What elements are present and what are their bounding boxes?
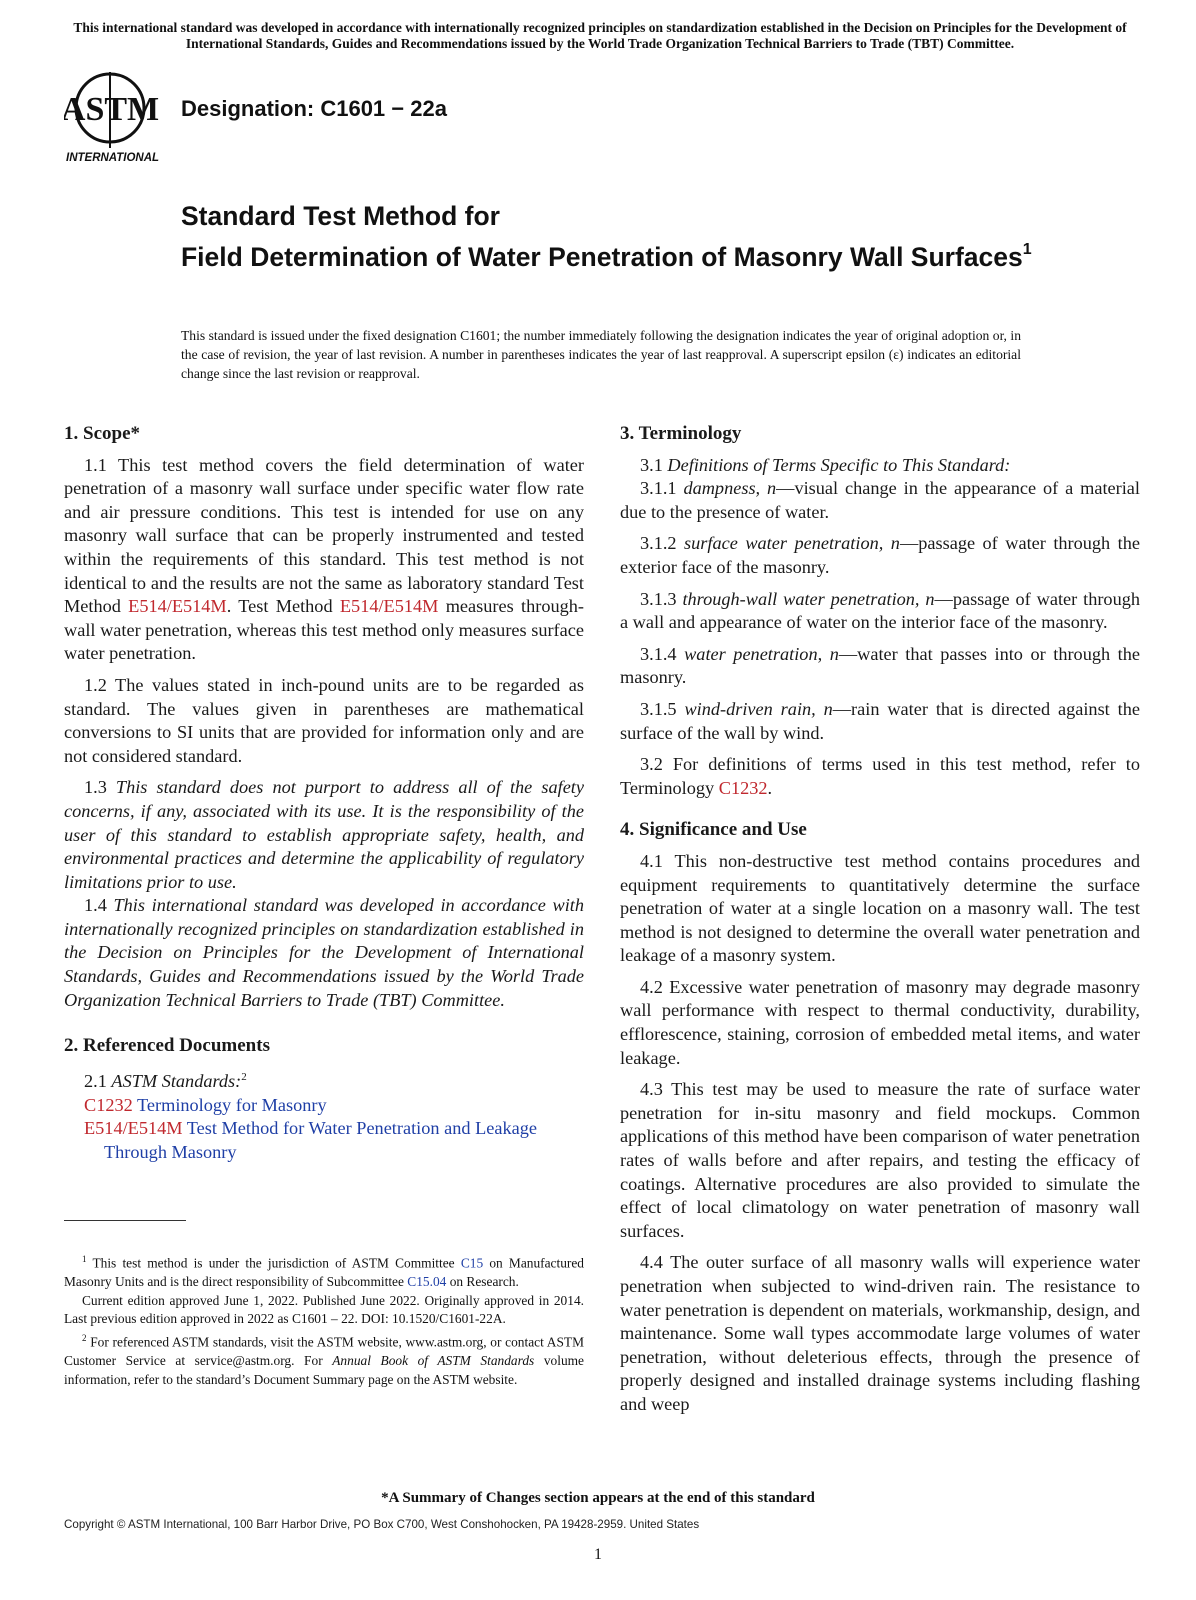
para-1-3-text: This standard does not purport to address all of the safety concerns, if any, associated with its use. It is the responsibility of the user of this standard to establish appropriate safety, health, and environmental practices and determine the applicability of regulatory limitations prior to use. — [64, 777, 584, 892]
footnote-2-italic: Annual Book of ASTM Standards — [332, 1352, 535, 1368]
term-3-1-4 — [620, 643, 1140, 690]
title-main: Field Determination of Water Penetration of Masonry Wall Surfaces — [181, 242, 1023, 272]
term-3-1-1-term: dampness, n — [683, 478, 777, 499]
term-3-1-1 — [620, 477, 1140, 524]
footnote-2-mark: 2 — [82, 1332, 87, 1343]
footnote-1-text-a: This test method is under the jurisdiction of ASTM Committee — [92, 1255, 461, 1271]
astm-logo — [64, 70, 168, 166]
para-3-1-text: Definitions of Terms Specific to This Standard: — [667, 454, 1011, 475]
page-number: 1 — [594, 1546, 602, 1563]
para-3-2 — [620, 753, 1140, 800]
para-4-3: 4.3 This test may be used to measure the rate of surface water penetration for in-situ masonry and field mockups. Common applications of this method have been comparison of water penetration rates of walls before and after repairs, and testing the efficacy of coatings. Alternative procedures are also provided to simulate the effect of local climatology on water penetration of masonry wall surfaces. — [620, 1079, 1140, 1241]
term-3-1-3-num: 3.1.3 — [640, 588, 683, 609]
link-c1232[interactable]: C1232 — [718, 777, 768, 798]
para-4-1: 4.1 This non-destructive test method contains procedures and equipment requirements to quantitatively determine the surface penetration of water at a single location on a masonry wall. The test method is not designed to determine the overall water penetration and leakage of a masonry system. — [620, 850, 1140, 966]
term-3-1-2-def: —passage of water through the exterior face of the masonry. — [620, 533, 1140, 577]
para-3-1-num: 3.1 — [640, 454, 668, 475]
para-1-3 — [64, 776, 584, 894]
ref-c1232-title[interactable]: Terminology for Masonry — [132, 1094, 327, 1115]
para-1-1 — [64, 454, 584, 666]
section-1-heading: 1. Scope* — [64, 423, 140, 444]
para-2-1-text: ASTM Standards: — [111, 1070, 242, 1091]
footnote-1-text-b: on Manufactured Masonry Units and is the direct responsibility of Subcommittee — [64, 1255, 585, 1290]
document-title — [181, 200, 1041, 274]
astm-logo-icon — [64, 70, 168, 166]
term-3-1-3 — [620, 588, 1140, 635]
footnote-divider — [64, 1220, 186, 1221]
para-1-2: 1.2 The values stated in inch-pound units are to be regarded as standard. The values given in parentheses are mathematical conversions to SI units that are provided for information only and are not considered standard. — [64, 674, 584, 766]
footnote-1-mark: 1 — [82, 1254, 87, 1264]
para-1-3-num: 1.3 — [84, 777, 116, 798]
ref-c1232-code[interactable]: C1232 — [84, 1094, 133, 1115]
ref-c1232[interactable] — [64, 1094, 584, 1118]
term-3-1-4-def: —water that passes into or through the masonry. — [620, 643, 1140, 688]
term-3-1-1-num: 3.1.1 — [640, 478, 684, 499]
para-4-2: 4.2 Excessive water penetration of masonry may degrade masonry wall performance with respect to thermal conductivity, durability, efflorescence, staining, corrosion of embedded metal items, and water leakage. — [620, 976, 1140, 1068]
para-4-4: 4.4 The outer surface of all masonry walls will experience water penetration when subjected to wind-driven rain. The resistance to water penetration is dependent on materials, workmanship, design, and maintenance. Some wall types accommodate large volumes of water penetration, without deleterious effects, through the presence of properly designed and installed drainage systems including flashing and weep — [620, 1252, 1140, 1414]
para-3-1 — [620, 454, 1140, 478]
link-c15[interactable]: C15 — [460, 1255, 484, 1271]
para-3-2-text-a: 3.2 For definitions of terms used in this test method, refer to Terminology — [620, 754, 1140, 798]
para-1-4-num: 1.4 — [84, 895, 114, 916]
footnote-1-edition: Current edition approved June 1, 2022. Published June 2022. Originally approved in 2014. Last previous edition approved in 2022 as C1601 – 22. DOI: 10.1520/C1601-22A. — [64, 1292, 584, 1327]
term-3-1-2-term: surface water penetration, n — [684, 533, 900, 554]
section-3-heading: 3. Terminology — [620, 423, 742, 444]
term-3-1-5-term: wind-driven rain, n — [684, 698, 833, 719]
term-3-1-3-term: through-wall water penetration, n — [682, 588, 935, 609]
issued-note: This standard is issued under the fixed designation C1601; the number immediately following the designation indicates the year of original adoption or, in the case of revision, the year of last revision. A number in parentheses indicates the year of last reapproval. A superscript epsilon (ε) indicates an editorial change since the last revision or reapproval. — [181, 328, 1021, 381]
logo-international-text: INTERNATIONAL — [66, 152, 160, 164]
para-1-1-text-c: measures through-wall water penetration, whereas this test method only measures surface water penetration. — [64, 596, 584, 664]
right-column — [620, 422, 1140, 1425]
wto-notice: This international standard was developed in accordance with internationally recognized principles on standardization established in the Decision on Principles for the Development of International Standards, Guides and Recommendations issued by the World Trade Organization Technical Barriers to Trade (TBT) Committee. — [73, 20, 1127, 51]
designation: Designation: C1601 − 22a — [181, 96, 447, 121]
para-2-1 — [64, 1066, 584, 1094]
term-3-1-5 — [620, 698, 1140, 745]
title-footnote-mark: 1 — [1022, 241, 1032, 258]
para-1-4-text: This international standard was developed in accordance with internationally recognized principles on standardization established in the Decision on Principles for the Development of International Standards, Guides and Recommendations issued by the World Trade Organization Technical Barriers to Trade (TBT) Committee. — [64, 895, 585, 1010]
title-line-2 — [181, 233, 1041, 274]
summary-of-changes-note: *A Summary of Changes section appears at the end of this standard — [381, 1490, 815, 1506]
link-c15-04[interactable]: C15.04 — [407, 1274, 447, 1290]
term-3-1-5-num: 3.1.5 — [640, 698, 685, 719]
para-1-4 — [64, 894, 584, 1012]
term-3-1-4-num: 3.1.4 — [640, 643, 685, 664]
left-column — [64, 422, 584, 1164]
link-e514-2[interactable]: E514/E514M — [339, 596, 439, 617]
footnote-2 — [64, 1329, 584, 1389]
para-1-1-text-b: . Test Method — [226, 596, 340, 617]
footnote-2-text-b: volume information, refer to the standard’s Document Summary page on the ASTM website. — [64, 1352, 584, 1387]
footnote-1 — [64, 1250, 584, 1292]
term-3-1-1-def: —visual change in the appearance of a material due to the presence of water. — [620, 478, 1141, 522]
footnote-2-text-a: For referenced ASTM standards, visit the ASTM website, www.astm.org, or contact ASTM Customer Service at service@astm.org. For — [64, 1334, 584, 1368]
term-3-1-2-num: 3.1.2 — [640, 533, 685, 554]
term-3-1-4-term: water penetration, n — [684, 643, 839, 664]
term-3-1-5-def: —rain water that is directed against the surface of the wall by wind. — [620, 698, 1140, 743]
ref-e514-code[interactable]: E514/E514M — [84, 1118, 183, 1139]
title-line-1: Standard Test Method for — [181, 201, 500, 231]
copyright: Copyright © ASTM International, 100 Barr Harbor Drive, PO Box C700, West Conshohocken, PA 19428-2959. United States — [64, 1518, 700, 1531]
section-4-heading: 4. Significance and Use — [620, 819, 807, 841]
logo-mark-text: ASTM — [64, 91, 160, 128]
para-2-1-num: 2.1 — [84, 1070, 112, 1091]
para-3-2-text-b: . — [767, 777, 773, 798]
term-3-1-2 — [620, 532, 1140, 579]
link-e514-1[interactable]: E514/E514M — [128, 596, 227, 617]
referenced-list — [64, 1066, 584, 1164]
ref-e514[interactable] — [64, 1117, 584, 1164]
ref-e514-title[interactable]: Test Method for Water Penetration and Leakage Through Masonry — [104, 1118, 537, 1162]
footnote-1-text-c: on Research. — [446, 1274, 519, 1290]
term-3-1-3-def: —passage of water through a wall and appearance of water on the interior face of the masonry. — [620, 588, 1140, 633]
section-2-heading: 2. Referenced Documents — [64, 1035, 270, 1057]
footnotes — [64, 1250, 584, 1389]
para-2-1-sup: 2 — [241, 1070, 247, 1083]
para-1-1-text-a: 1.1 This test method covers the field determination of water penetration of a masonry wall surface under specific water flow rate and air pressure conditions. This test is intended for use on any masonry wall surface that can be properly instrumented and tested within the requirements of this standard. This test method is not identical to and the results are not the same as laboratory standard Test Method — [64, 454, 584, 617]
